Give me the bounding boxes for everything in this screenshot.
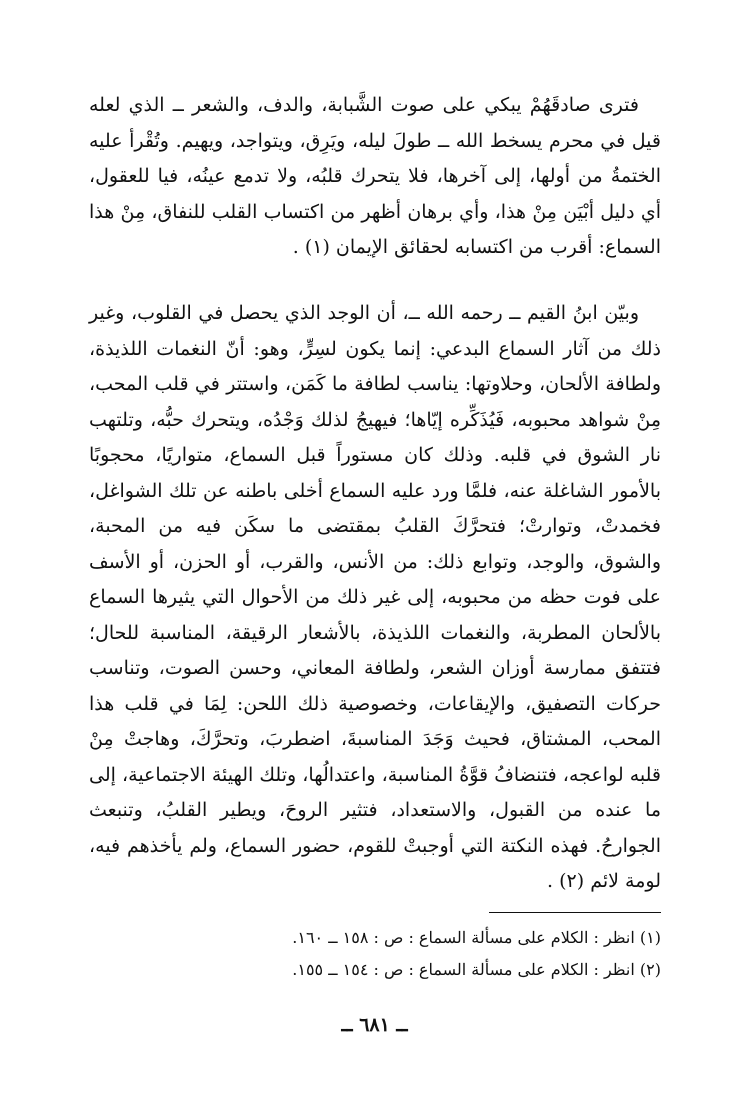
page-number: ــ ٦٨١ ــ [341, 1014, 408, 1036]
body-paragraph-1: فترى صادقَهُمْ يبكي على صوت الشَّبابة، والدف، والشعر ــ الذي لعله قيل في محرم يسخط الله ــ طولَ ليله، ويَرِق، ويتواجد، ويهيم. وتُقْرأ عليه الختمةُ من أولها، إلى آخرها، فلا يتحرك قلبُه، ولا تدمع عينُه، فيا للعقول، أي دليل أبْيَن مِنْ هذا، وأي برهان أظهر من اكتساب القلب للنفاق، مِنْ هذا السماع: أقرب من اكتسابه لحقائق الإيمان (١) . [89, 94, 661, 258]
footnote-2: (٢) انظر : الكلام على مسألة السماع : ص : ١٥٤ ــ ١٥٥. [292, 960, 661, 979]
footnote-1: (١) انظر : الكلام على مسألة السماع : ص : ١٥٨ ــ ١٦٠. [292, 928, 661, 947]
body-paragraph-2: وبيّن ابنُ القيم ــ رحمه الله ــ، أن الوجد الذي يحصل في القلوب، وغير ذلك من آثار السماع البدعي: إنما يكون لسِرٍّ، وهو: أنّ النغمات اللذيذة، ولطافة الألحان، وحلاوتها: يناسب لطافة ما كَمَن، واستتر في قلب المحب، مِنْ شواهد محبوبه، فَيُذَكِّره إيّاها؛ فيهيجُ لذلك وَجْدُه، ويتحرك حبُّه، وتلتهب نار الشوق في قلبه. وذلك كان مستوراً قبل السماع، متواريًا، محجوبًا بالأمور الشاغلة عنه، فلمَّا ورد عليه السماع أخلى باطنه عن تلك الشواغل، فخمدتْ، وتوارتْ؛ فتحرَّكَ القلبُ بمقتضى ما سكَن فيه من المحبة، والشوق، والوجد، وتوابع ذلك: من الأنس، والقرب، أو الحزن، أو الأسف على فوت حظه من محبوبه، إلى غير ذلك من الأحوال التي يثيرها السماع بالألحان المطربة، والنغمات اللذيذة، بالأشعار الرقيقة، المناسبة للحال؛ فتتفق ممارسة أوزان الشعر، ولطافة المعاني، وحسن الصوت، وتناسب حركات التصفيق، والإيقاعات، وخصوصية ذلك اللحن: لِمَا في قلب هذا المحب، المشتاق، فحيث وَجَدَ المناسبةَ، اضطربَ، وتحرَّكَ، وهاجتْ مِنْ قلبه لواعجه، فتنضافُ قوَّةُ المناسبة، واعتدالُها، وتلك الهيئة الاجتماعية، إلى ما عنده من القبول، والاستعداد، فتثير الروحَ، ويطير القلبُ، وتنبعث الجوارحُ. فهذه النكتة التي أوجبتْ للقوم، حضور السماع، ولم يأخذهم فيه، لومة لائم (٢) . [89, 302, 661, 892]
footnote-divider [489, 912, 661, 913]
footnotes [89, 922, 661, 986]
